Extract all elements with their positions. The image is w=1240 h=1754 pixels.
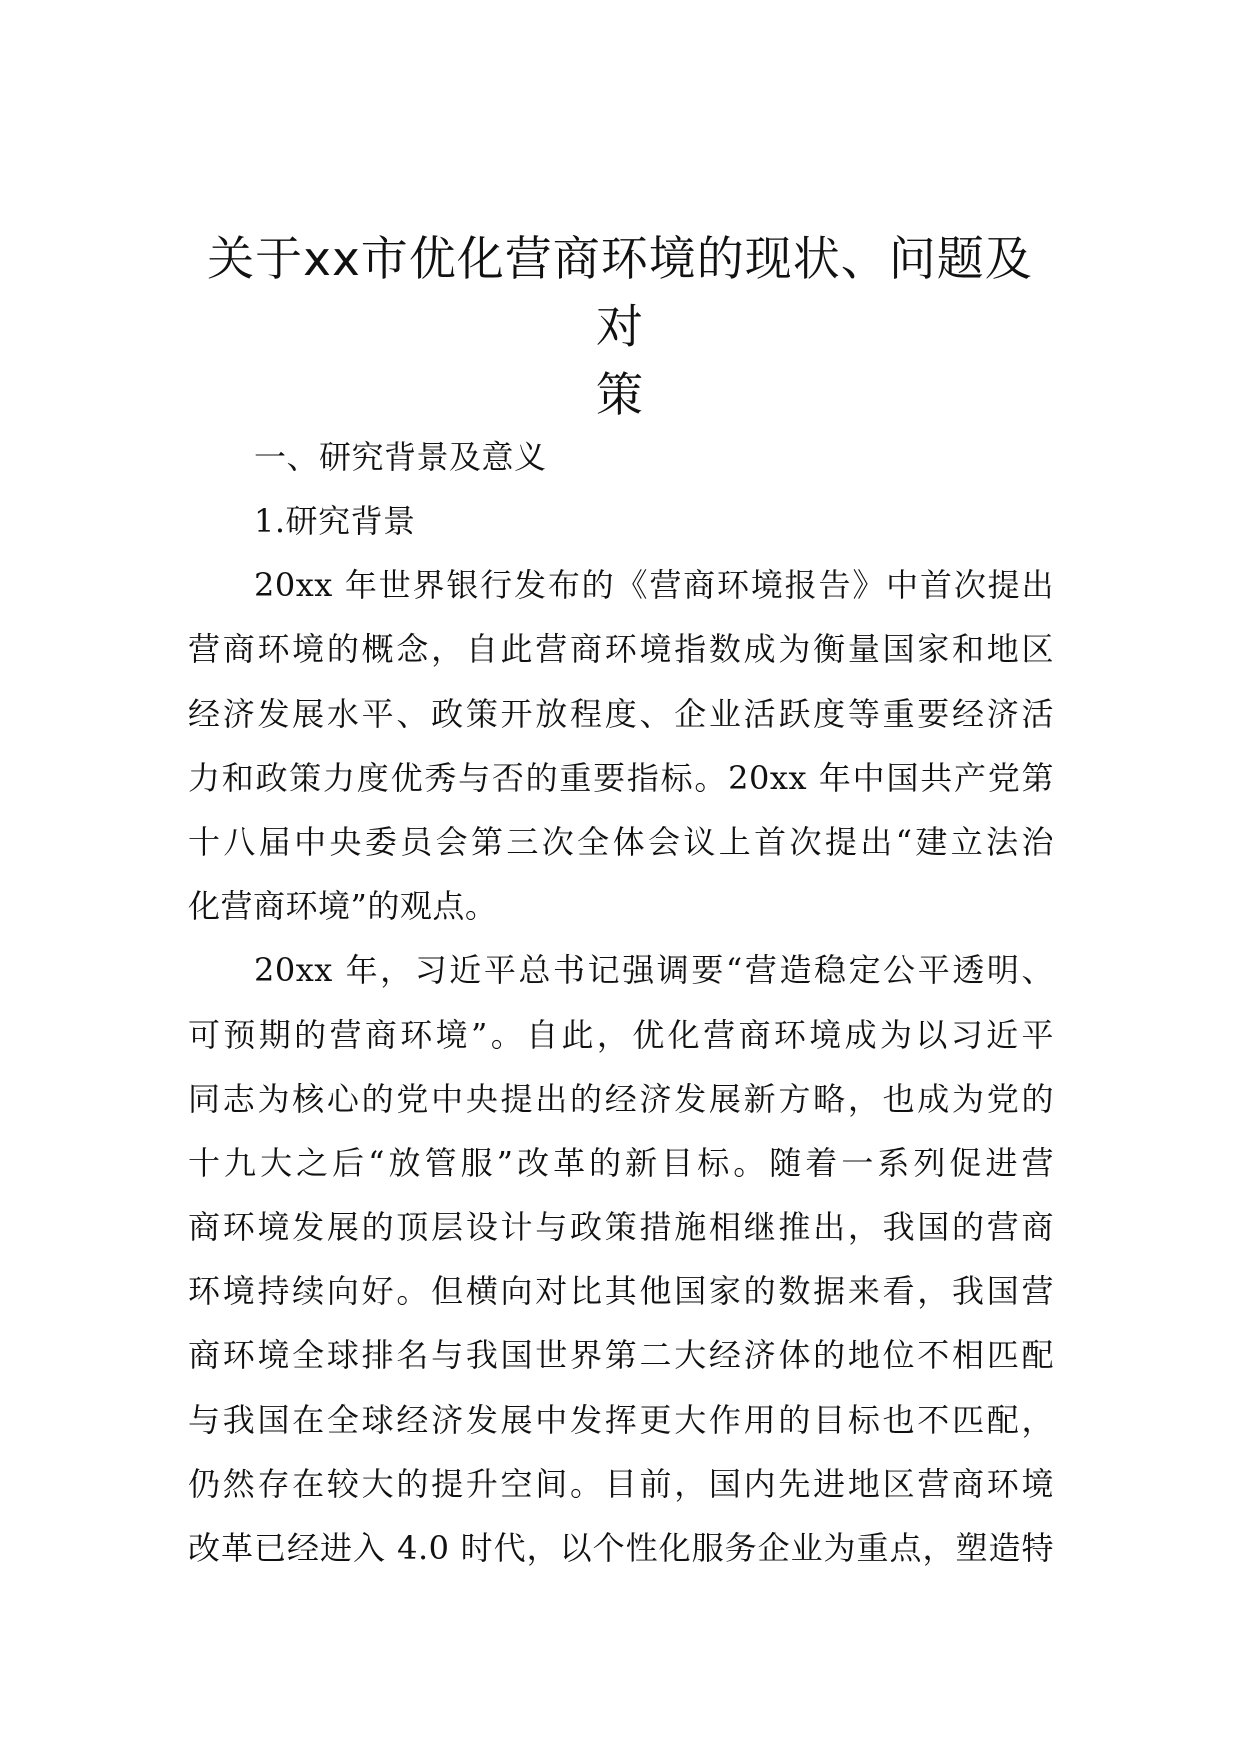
paragraph-line: 20xx 年，习近平总书记强调要“营造稳定公平透明、 [254,951,1054,990]
paragraph-line: 经济发展水平、政策开放程度、企业活跃度等重要经济活 [188,694,1054,733]
paragraph-line: 化营商环境”的观点。 [188,887,498,926]
title-line-2: 策 [596,368,644,423]
paragraph-line: 商环境发展的顶层设计与政策措施相继推出，我国的营商 [188,1208,1054,1247]
paragraph-line: 环境持续向好。但横向对比其他国家的数据来看，我国营 [188,1272,1054,1311]
paragraph-line: 仍然存在较大的提升空间。目前，国内先进地区营商环境 [188,1464,1054,1503]
document-title [190,226,1050,430]
paragraph-line: 力和政策力度优秀与否的重要指标。20xx 年中国共产党第 [188,758,1054,797]
paragraph-line: 改革已经进入 4.0 时代，以个性化服务企业为重点，塑造特 [188,1529,1054,1567]
paragraph-line: 同志为核心的党中央提出的经济发展新方略，也成为党的 [188,1079,1054,1118]
paragraph-line: 可预期的营商环境”。自此，优化营商环境成为以习近平 [188,1015,1054,1054]
paragraph-line: 20xx 年世界银行发布的《营商环境报告》中首次提出 [254,566,1054,605]
paragraph-line: 十八届中央委员会第三次全体会议上首次提出“建立法治 [188,822,1054,861]
paragraph-line: 商环境全球排名与我国世界第二大经济体的地位不相匹配 [188,1336,1054,1375]
paragraph-line: 营商环境的概念，自此营商环境指数成为衡量国家和地区 [188,630,1054,669]
paragraph-line: 与我国在全球经济发展中发挥更大作用的目标也不匹配， [188,1400,1054,1439]
paragraph-2 [188,938,1054,1580]
document-body [188,425,1054,1580]
section-heading: 一、研究背景及意义 [254,438,547,476]
title-line-1: 关于xx市优化营商环境的现状、问题及对 [207,232,1033,355]
paragraph-1 [188,553,1054,938]
paragraph-line: 十九大之后“放管服”改革的新目标。随着一系列促进营 [188,1143,1054,1182]
subsection-heading: 1.研究背景 [254,502,416,540]
